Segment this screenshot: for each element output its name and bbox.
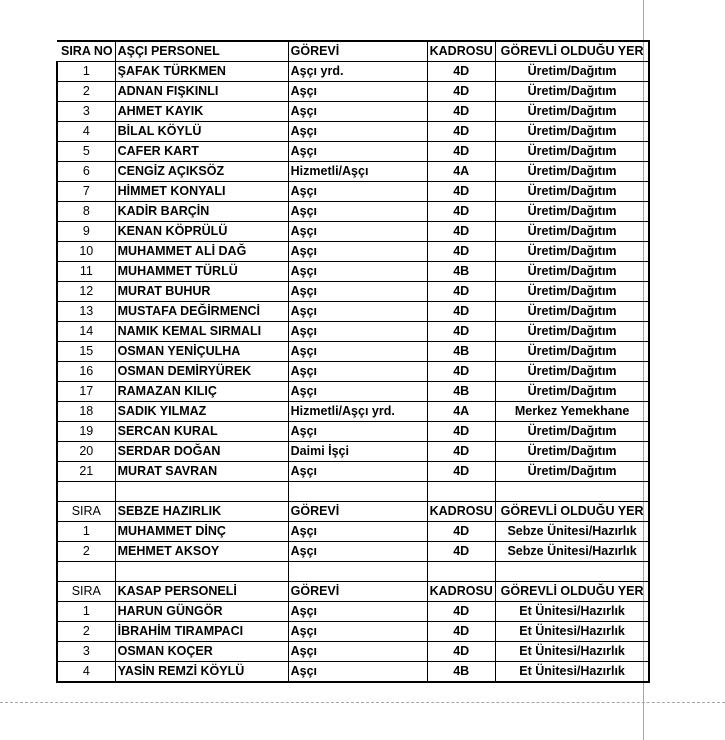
person-name[interactable]: MEHMET AKSOY <box>115 542 288 562</box>
row-number[interactable]: 1 <box>57 602 115 622</box>
person-name[interactable]: AHMET KAYIK <box>115 102 288 122</box>
person-name[interactable]: İBRAHİM TIRAMPACI <box>115 622 288 642</box>
row-number[interactable]: 1 <box>57 62 115 82</box>
person-name[interactable]: SERCAN KURAL <box>115 422 288 442</box>
person-location[interactable]: Et Ünitesi/Hazırlık <box>495 602 649 622</box>
row-number[interactable]: 15 <box>57 342 115 362</box>
header-yer[interactable]: GÖREVLİ OLDUĞU YER <box>495 502 649 522</box>
header-kadrosu[interactable]: KADROSU <box>427 41 495 62</box>
person-name[interactable]: KENAN KÖPRÜLÜ <box>115 222 288 242</box>
person-location[interactable]: Üretim/Dağıtım <box>495 262 649 282</box>
person-staff-type[interactable]: 4D <box>427 102 495 122</box>
person-staff-type[interactable]: 4B <box>427 382 495 402</box>
row-number[interactable]: 17 <box>57 382 115 402</box>
row-number[interactable]: 7 <box>57 182 115 202</box>
row-number[interactable]: 2 <box>57 542 115 562</box>
person-location[interactable]: Sebze Ünitesi/Hazırlık <box>495 542 649 562</box>
person-name[interactable]: ŞAFAK TÜRKMEN <box>115 62 288 82</box>
row-number[interactable]: 14 <box>57 322 115 342</box>
person-duty[interactable]: Aşçı <box>288 182 427 202</box>
blank-row <box>57 482 649 502</box>
personnel-table <box>56 40 650 683</box>
person-staff-type[interactable]: 4A <box>427 162 495 182</box>
person-name[interactable]: OSMAN KOÇER <box>115 642 288 662</box>
page-break-line <box>0 702 725 703</box>
person-staff-type[interactable]: 4B <box>427 342 495 362</box>
person-staff-type[interactable]: 4D <box>427 362 495 382</box>
section-header-row <box>57 582 649 602</box>
row-number[interactable]: 21 <box>57 462 115 482</box>
table-row <box>57 422 649 442</box>
person-location[interactable]: Üretim/Dağıtım <box>495 222 649 242</box>
person-staff-type[interactable]: 4D <box>427 62 495 82</box>
header-sira[interactable]: SIRA <box>57 582 115 602</box>
empty-cell[interactable] <box>495 562 649 582</box>
person-staff-type[interactable]: 4D <box>427 462 495 482</box>
row-number[interactable]: 2 <box>57 622 115 642</box>
person-duty[interactable]: Aşçı <box>288 302 427 322</box>
header-yer[interactable]: GÖREVLİ OLDUĞU YER <box>495 582 649 602</box>
person-location[interactable]: Üretim/Dağıtım <box>495 242 649 262</box>
person-name[interactable]: OSMAN YENİÇULHA <box>115 342 288 362</box>
row-number[interactable]: 8 <box>57 202 115 222</box>
person-staff-type[interactable]: 4D <box>427 142 495 162</box>
person-location[interactable]: Üretim/Dağıtım <box>495 362 649 382</box>
header-yer[interactable]: GÖREVLİ OLDUĞU YER <box>495 41 649 62</box>
person-name[interactable]: BİLAL KÖYLÜ <box>115 122 288 142</box>
person-duty[interactable]: Aşçı <box>288 122 427 142</box>
person-name[interactable]: HARUN GÜNGÖR <box>115 602 288 622</box>
person-duty[interactable]: Aşçı <box>288 322 427 342</box>
person-staff-type[interactable]: 4A <box>427 402 495 422</box>
empty-cell[interactable] <box>115 562 288 582</box>
table-row <box>57 402 649 422</box>
row-number[interactable]: 2 <box>57 82 115 102</box>
person-staff-type[interactable]: 4D <box>427 322 495 342</box>
person-staff-type[interactable]: 4D <box>427 422 495 442</box>
person-staff-type[interactable]: 4D <box>427 642 495 662</box>
person-duty[interactable]: Aşçı <box>288 382 427 402</box>
row-number[interactable]: 6 <box>57 162 115 182</box>
person-location[interactable]: Üretim/Dağıtım <box>495 282 649 302</box>
person-location[interactable]: Üretim/Dağıtım <box>495 302 649 322</box>
person-duty[interactable]: Aşçı <box>288 522 427 542</box>
person-name[interactable]: YASİN REMZİ KÖYLÜ <box>115 662 288 683</box>
empty-cell[interactable] <box>115 482 288 502</box>
table-row <box>57 542 649 562</box>
blank-row <box>57 562 649 582</box>
person-name[interactable]: HİMMET KONYALI <box>115 182 288 202</box>
table-row <box>57 462 649 482</box>
person-staff-type[interactable]: 4D <box>427 442 495 462</box>
person-location[interactable]: Üretim/Dağıtım <box>495 122 649 142</box>
empty-cell[interactable] <box>427 482 495 502</box>
empty-cell[interactable] <box>288 562 427 582</box>
person-duty[interactable]: Hizmetli/Aşçı <box>288 162 427 182</box>
row-number[interactable]: 13 <box>57 302 115 322</box>
person-staff-type[interactable]: 4D <box>427 282 495 302</box>
person-location[interactable]: Et Ünitesi/Hazırlık <box>495 642 649 662</box>
header-sira[interactable]: SIRA NO <box>57 41 115 62</box>
person-location[interactable]: Üretim/Dağıtım <box>495 82 649 102</box>
empty-cell[interactable] <box>427 562 495 582</box>
row-number[interactable]: 10 <box>57 242 115 262</box>
person-name[interactable]: RAMAZAN KILIÇ <box>115 382 288 402</box>
row-number[interactable]: 5 <box>57 142 115 162</box>
table-row <box>57 182 649 202</box>
row-number[interactable]: 9 <box>57 222 115 242</box>
person-duty[interactable]: Aşçı <box>288 462 427 482</box>
section-header-row <box>57 502 649 522</box>
person-staff-type[interactable]: 4D <box>427 542 495 562</box>
empty-cell[interactable] <box>288 482 427 502</box>
person-location[interactable]: Üretim/Dağıtım <box>495 202 649 222</box>
person-duty[interactable]: Aşçı <box>288 282 427 302</box>
person-name[interactable]: ADNAN FIŞKINLI <box>115 82 288 102</box>
header-sira[interactable]: SIRA <box>57 502 115 522</box>
person-duty[interactable]: Aşçı <box>288 542 427 562</box>
section-header-row <box>57 41 649 62</box>
person-duty[interactable]: Aşçı <box>288 642 427 662</box>
table-row <box>57 202 649 222</box>
person-staff-type[interactable]: 4D <box>427 122 495 142</box>
person-duty[interactable]: Aşçı <box>288 202 427 222</box>
person-location[interactable]: Üretim/Dağıtım <box>495 422 649 442</box>
person-location[interactable]: Merkez Yemekhane <box>495 402 649 422</box>
person-staff-type[interactable]: 4B <box>427 662 495 683</box>
person-location[interactable]: Üretim/Dağıtım <box>495 462 649 482</box>
person-name[interactable]: MUHAMMET ALİ DAĞ <box>115 242 288 262</box>
table-row <box>57 382 649 402</box>
person-duty[interactable]: Aşçı <box>288 602 427 622</box>
person-staff-type[interactable]: 4D <box>427 522 495 542</box>
person-duty[interactable]: Aşçı <box>288 222 427 242</box>
table-row <box>57 102 649 122</box>
person-name[interactable]: MUHAMMET TÜRLÜ <box>115 262 288 282</box>
row-number[interactable]: 18 <box>57 402 115 422</box>
person-duty[interactable]: Aşçı <box>288 102 427 122</box>
table-row <box>57 322 649 342</box>
person-duty[interactable]: Aşçı <box>288 242 427 262</box>
person-location[interactable]: Üretim/Dağıtım <box>495 442 649 462</box>
table-row <box>57 522 649 542</box>
table-row <box>57 162 649 182</box>
person-duty[interactable]: Aşçı <box>288 622 427 642</box>
table-row <box>57 642 649 662</box>
empty-cell[interactable] <box>57 482 115 502</box>
person-staff-type[interactable]: 4D <box>427 82 495 102</box>
personnel-table-body <box>57 41 649 682</box>
header-kadrosu[interactable]: KADROSU <box>427 502 495 522</box>
person-duty[interactable]: Daimi İşçi <box>288 442 427 462</box>
row-number[interactable]: 4 <box>57 662 115 683</box>
row-number[interactable]: 20 <box>57 442 115 462</box>
person-name[interactable]: MUHAMMET DİNÇ <box>115 522 288 542</box>
empty-cell[interactable] <box>57 562 115 582</box>
person-staff-type[interactable]: 4D <box>427 302 495 322</box>
person-duty[interactable]: Aşçı <box>288 262 427 282</box>
person-location[interactable]: Üretim/Dağıtım <box>495 102 649 122</box>
person-name[interactable]: MURAT BUHUR <box>115 282 288 302</box>
person-location[interactable]: Üretim/Dağıtım <box>495 322 649 342</box>
row-number[interactable]: 19 <box>57 422 115 442</box>
person-staff-type[interactable]: 4D <box>427 602 495 622</box>
table-row <box>57 662 649 683</box>
person-duty[interactable]: Aşçı <box>288 142 427 162</box>
row-number[interactable]: 3 <box>57 102 115 122</box>
table-row <box>57 442 649 462</box>
person-duty[interactable]: Aşçı <box>288 662 427 683</box>
person-name[interactable]: SADIK YILMAZ <box>115 402 288 422</box>
table-row <box>57 222 649 242</box>
table-row <box>57 62 649 82</box>
row-number[interactable]: 16 <box>57 362 115 382</box>
person-location[interactable]: Et Ünitesi/Hazırlık <box>495 622 649 642</box>
person-name[interactable]: OSMAN DEMİRYÜREK <box>115 362 288 382</box>
table-row <box>57 142 649 162</box>
person-duty[interactable]: Aşçı <box>288 422 427 442</box>
row-number[interactable]: 4 <box>57 122 115 142</box>
person-location[interactable]: Üretim/Dağıtım <box>495 382 649 402</box>
person-staff-type[interactable]: 4D <box>427 242 495 262</box>
table-row <box>57 262 649 282</box>
row-number[interactable]: 12 <box>57 282 115 302</box>
person-staff-type[interactable]: 4B <box>427 262 495 282</box>
person-name[interactable]: KADİR BARÇİN <box>115 202 288 222</box>
person-duty[interactable]: Hizmetli/Aşçı yrd. <box>288 402 427 422</box>
header-kadrosu[interactable]: KADROSU <box>427 582 495 602</box>
table-row <box>57 82 649 102</box>
row-number[interactable]: 1 <box>57 522 115 542</box>
person-name[interactable]: NAMIK KEMAL SIRMALI <box>115 322 288 342</box>
person-duty[interactable]: Aşçı <box>288 342 427 362</box>
person-location[interactable]: Üretim/Dağıtım <box>495 62 649 82</box>
table-row <box>57 622 649 642</box>
table-row <box>57 282 649 302</box>
person-duty[interactable]: Aşçı <box>288 82 427 102</box>
table-row <box>57 362 649 382</box>
person-location[interactable]: Üretim/Dağıtım <box>495 182 649 202</box>
person-location[interactable]: Üretim/Dağıtım <box>495 162 649 182</box>
person-location[interactable]: Sebze Ünitesi/Hazırlık <box>495 522 649 542</box>
person-location[interactable]: Üretim/Dağıtım <box>495 342 649 362</box>
person-staff-type[interactable]: 4D <box>427 622 495 642</box>
header-name[interactable]: SEBZE HAZIRLIK <box>115 502 288 522</box>
table-row <box>57 602 649 622</box>
person-name[interactable]: MURAT SAVRAN <box>115 462 288 482</box>
person-name[interactable]: CENGİZ AÇIKSÖZ <box>115 162 288 182</box>
person-duty[interactable]: Aşçı yrd. <box>288 62 427 82</box>
header-gorevi[interactable]: GÖREVİ <box>288 502 427 522</box>
person-name[interactable]: SERDAR DOĞAN <box>115 442 288 462</box>
person-location[interactable]: Üretim/Dağıtım <box>495 142 649 162</box>
row-number[interactable]: 11 <box>57 262 115 282</box>
person-duty[interactable]: Aşçı <box>288 362 427 382</box>
person-location[interactable]: Et Ünitesi/Hazırlık <box>495 662 649 683</box>
person-name[interactable]: MUSTAFA DEĞİRMENCİ <box>115 302 288 322</box>
table-row <box>57 342 649 362</box>
header-gorevi[interactable]: GÖREVİ <box>288 582 427 602</box>
table-row <box>57 122 649 142</box>
person-name[interactable]: CAFER KART <box>115 142 288 162</box>
header-name[interactable]: AŞÇI PERSONEL <box>115 41 288 62</box>
person-staff-type[interactable]: 4D <box>427 222 495 242</box>
header-name[interactable]: KASAP PERSONELİ <box>115 582 288 602</box>
table-row <box>57 302 649 322</box>
person-staff-type[interactable]: 4D <box>427 182 495 202</box>
table-row <box>57 242 649 262</box>
person-staff-type[interactable]: 4D <box>427 202 495 222</box>
empty-cell[interactable] <box>495 482 649 502</box>
header-gorevi[interactable]: GÖREVİ <box>288 41 427 62</box>
row-number[interactable]: 3 <box>57 642 115 662</box>
